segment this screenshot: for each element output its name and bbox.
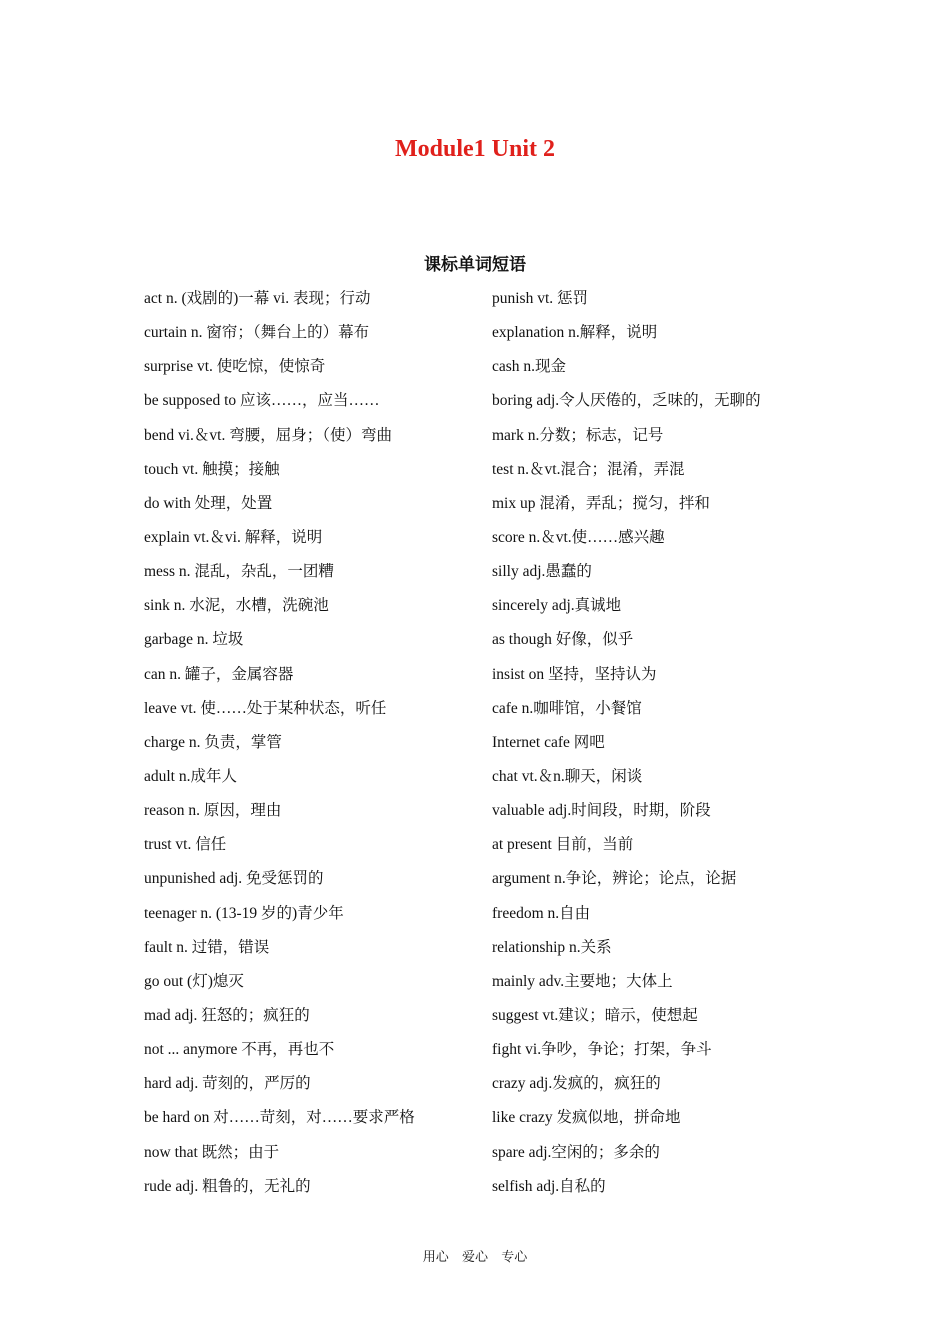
vocabulary-item: cafe n.咖啡馆，小餐馆	[492, 699, 642, 717]
vocabulary-item: reason n. 原因，理由	[144, 802, 282, 820]
vocabulary-item: argument n.争论，辨论；论点，论据	[492, 870, 737, 888]
vocabulary-item: chat vt.＆n.聊天，闲谈	[492, 767, 643, 785]
vocabulary-item: mainly adv.主要地；大体上	[492, 972, 673, 990]
vocabulary-item: act n. (戏剧的)一幕 vi. 表现；行动	[144, 290, 371, 307]
page-title: Module1 Unit 2	[394, 136, 555, 162]
vocabulary-item: silly adj.愚蠢的	[492, 563, 592, 581]
vocabulary-item: score n.＆vt.使……感兴趣	[492, 528, 665, 546]
vocabulary-list-right	[492, 286, 822, 1208]
vocabulary-item: spare adj.空闲的；多余的	[492, 1143, 660, 1161]
vocabulary-item: now that 既然；由于	[144, 1143, 280, 1161]
vocabulary-item: garbage n. 垃圾	[144, 631, 244, 649]
vocabulary-item: insist on 坚持，坚持认为	[492, 665, 657, 683]
vocabulary-item: suggest vt.建议；暗示，使想起	[492, 1006, 698, 1024]
vocabulary-item: can n. 罐子，金属容器	[144, 665, 294, 683]
vocabulary-item: Internet cafe 网吧	[492, 733, 605, 751]
vocabulary-item: like crazy 发疯似地，拼命地	[492, 1109, 681, 1127]
vocabulary-item: mad adj. 狂怒的；疯狂的	[144, 1006, 310, 1024]
vocabulary-item: hard adj. 苛刻的，严厉的	[144, 1075, 311, 1093]
vocabulary-item: unpunished adj. 免受惩罚的	[144, 870, 324, 888]
vocabulary-item: test n.＆vt.混合；混淆，弄混	[492, 460, 685, 478]
vocabulary-item: do with 处理，处置	[144, 494, 273, 512]
page-footer: 用心 爱心 专心	[422, 1249, 528, 1264]
vocabulary-item: curtain n. 窗帘；（舞台上的）幕布	[144, 324, 370, 342]
vocabulary-item: selfish adj.自私的	[492, 1177, 606, 1195]
vocabulary-item: mess n. 混乱，杂乱，一团糟	[144, 563, 334, 581]
vocabulary-item: teenager n. (13-19 岁的)青少年	[144, 904, 344, 922]
vocabulary-item: trust vt. 信任	[144, 836, 227, 854]
vocabulary-item: valuable adj.时间段，时期，阶段	[492, 802, 711, 820]
vocabulary-item: explain vt.＆vi. 解释，说明	[144, 528, 323, 546]
vocabulary-item: sink n. 水泥，水槽，洗碗池	[144, 597, 329, 615]
vocabulary-item: at present 目前，当前	[492, 836, 634, 854]
section-heading: 课标单词短语	[424, 255, 526, 274]
vocabulary-item: rude adj. 粗鲁的，无礼的	[144, 1177, 311, 1195]
vocabulary-item: punish vt. 惩罚	[492, 290, 589, 307]
vocabulary-item: boring adj.令人厌倦的，乏味的，无聊的	[492, 392, 761, 410]
vocabulary-item: be hard on 对……苛刻，对……要求严格	[144, 1109, 415, 1127]
vocabulary-item: bend vi.＆vt. 弯腰，屈身；（使）弯曲	[144, 426, 392, 444]
vocabulary-item: fight vi.争吵，争论；打架，争斗	[492, 1041, 712, 1059]
vocabulary-item: relationship n.关系	[492, 938, 612, 956]
vocabulary-item: surprise vt. 使吃惊，使惊奇	[144, 358, 326, 376]
vocabulary-item: as though 好像，似乎	[492, 631, 634, 649]
vocabulary-item: fault n. 过错，错误	[144, 938, 270, 956]
vocabulary-item: adult n.成年人	[144, 767, 237, 785]
vocabulary-item: freedom n.自由	[492, 904, 591, 922]
vocabulary-item: mix up 混淆，弄乱；搅匀，拌和	[492, 494, 710, 512]
vocabulary-list-left	[144, 286, 474, 1208]
vocabulary-item: be supposed to 应该……，应当……	[144, 392, 380, 410]
vocabulary-item: crazy adj.发疯的，疯狂的	[492, 1075, 661, 1093]
vocabulary-item: sincerely adj.真诚地	[492, 597, 622, 615]
vocabulary-item: explanation n.解释，说明	[492, 324, 658, 342]
vocabulary-item: charge n. 负责，掌管	[144, 733, 282, 751]
vocabulary-item: touch vt. 触摸；接触	[144, 460, 280, 478]
vocabulary-item: leave vt. 使……处于某种状态，听任	[144, 699, 387, 717]
vocabulary-item: not ... anymore 不再，再也不	[144, 1041, 335, 1059]
vocabulary-item: cash n.现金	[492, 358, 567, 376]
vocabulary-item: go out (灯)熄灭	[144, 972, 244, 990]
vocabulary-item: mark n.分数；标志，记号	[492, 426, 664, 444]
